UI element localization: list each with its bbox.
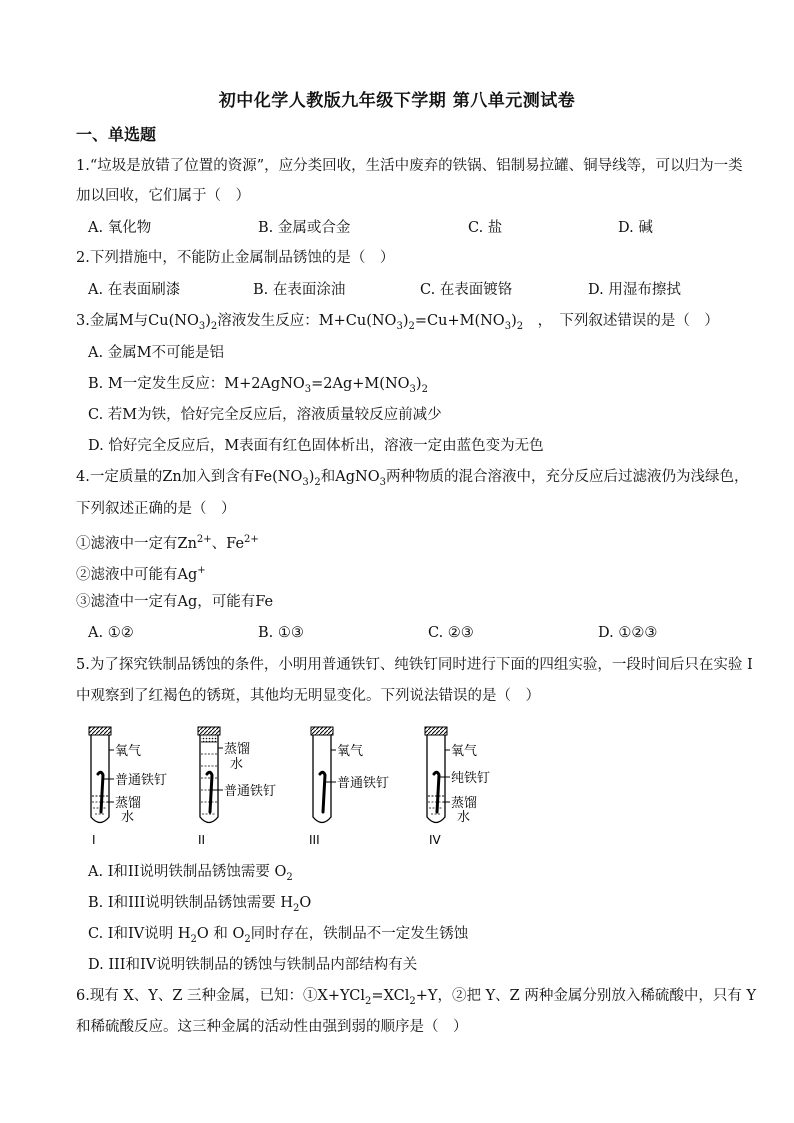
q5-option-b[interactable]: B. I和III说明铁制品锈蚀需要 $H_2O$	[88, 895, 312, 914]
tube-iii-nail-label: 普通铁钉	[337, 776, 390, 791]
tube-i-distilled-label: 蒸馏	[115, 796, 142, 811]
q4-statement-3: ③滤渣中一定有Ag，可能有Fe	[76, 594, 274, 610]
q2-option-c[interactable]: C. 在表面镀铬	[420, 282, 513, 298]
tube-i-water-label: 水	[121, 810, 135, 825]
q4-stem-line1: 4.一定质量的Zn加入到含有$Fe(NO_3)_2$和AgNO$_3$两种物质的混合溶液中，充分反应后过滤液仍为浅绿色，	[76, 469, 749, 488]
q4-option-a[interactable]: A. ①②	[88, 625, 134, 641]
tube-iv	[425, 727, 490, 847]
q4-statement-2: ②滤液中可能有Ag+	[76, 565, 206, 583]
q2-option-a[interactable]: A. 在表面刷漆	[88, 282, 181, 298]
q5-test-tube-figure	[76, 722, 536, 850]
tube-iii-oxygen-label: 氧气	[337, 744, 364, 759]
q2-stem: 2.下列措施中，不能防止金属制品锈蚀的是（ ）	[76, 250, 395, 266]
q1-option-a[interactable]: A. 氧化物	[88, 220, 152, 236]
q1-option-b[interactable]: B. 金属或合金	[258, 220, 351, 236]
q4-stem-line2: 下列叙述正确的是（ ）	[76, 501, 236, 517]
q6-stem-line2: 和稀硫酸反应。这三种金属的活动性由强到弱的顺序是（ ）	[76, 1019, 468, 1035]
q5-option-d[interactable]: D. III和IV说明铁制品的锈蚀与铁制品内部结构有关	[88, 957, 418, 973]
tube-i	[89, 727, 167, 847]
q1-option-d[interactable]: D. 碱	[618, 220, 653, 236]
q4-statement-1: ①滤液中一定有$Zn^{2+}$、$Fe^{2+}$	[76, 534, 259, 552]
q2-option-b[interactable]: B. 在表面涂油	[253, 282, 346, 298]
q3-option-d[interactable]: D. 恰好完全反应后，M表面有红色固体析出，溶液一定由蓝色变为无色	[88, 438, 544, 454]
q5-stem-line1: 5.为了探究铁制品锈蚀的条件，小明用普通铁钉、纯铁钉同时进行下面的四组实验，一段时间后只在实验 I	[76, 657, 753, 673]
q3-option-b[interactable]: B. M一定发生反应：$M+2AgNO_3=2Ag+M(NO_3)_2$	[88, 376, 428, 395]
q3-stem: 3.金属M与$Cu(NO_3)_2$溶液发生反应：$M+Cu(NO_3)_2=Cu+M(NO_3)_2$ ， 下列叙述错误的是（ ）	[76, 313, 719, 332]
q3-option-c[interactable]: C. 若M为铁，恰好完全反应后，溶液质量较反应前减少	[88, 407, 442, 423]
q5-option-a[interactable]: A. I和II说明铁制品锈蚀需要 $O_2$	[88, 864, 293, 883]
tube-iv-nail-label: 纯铁钉	[451, 771, 491, 786]
q1-option-c[interactable]: C. 盐	[468, 220, 503, 236]
tube-iii-label: III	[309, 833, 320, 847]
tube-iv-label: IV	[429, 833, 441, 847]
q1-stem-line1: 1.“垃圾是放错了位置的资源”，应分类回收，生活中废弃的铁锅、铝制易拉罐、铜导线等，可以归为一类	[76, 158, 743, 174]
tube-iv-oxygen-label: 氧气	[451, 744, 478, 759]
q6-stem-line1: 6.现有 X、Y、Z 三种金属，已知：①X+YCl$_2$=XCl$_2$+Y，②把 Y、Z 两种金属分别放入稀硫酸中，只有 Y	[76, 988, 757, 1007]
tube-ii-nail-label: 普通铁钉	[224, 784, 277, 799]
tube-iv-distilled-label: 蒸馏	[451, 796, 478, 811]
q3-option-a[interactable]: A. 金属M不可能是铝	[88, 345, 225, 361]
tube-i-oxygen-label: 氧气	[115, 744, 142, 759]
q4-option-b[interactable]: B. ①③	[258, 625, 304, 641]
tube-ii-label: II	[198, 833, 206, 847]
tube-i-nail-label: 普通铁钉	[115, 773, 168, 788]
tube-ii	[198, 727, 276, 847]
q2-option-d[interactable]: D. 用湿布擦拭	[588, 282, 681, 298]
q4-option-c[interactable]: C. ②③	[428, 625, 474, 641]
q5-stem-line2: 中观察到了红褐色的锈斑，其他均无明显变化。下列说法错误的是（ ）	[76, 688, 540, 704]
tube-iv-water-label: 水	[457, 810, 471, 825]
exam-title: 初中化学人教版九年级下学期 第八单元测试卷	[218, 91, 576, 111]
q1-stem-line2: 加以回收，它们属于（ ）	[76, 188, 250, 204]
tube-ii-distilled-label: 蒸馏	[224, 742, 251, 757]
tube-ii-water-label: 水	[230, 757, 244, 772]
q4-option-d[interactable]: D. ①②③	[598, 625, 658, 641]
tube-iii	[309, 727, 389, 847]
tube-i-label: I	[92, 833, 96, 847]
q5-option-c[interactable]: C. I和IV说明 $H_2O$ 和 $O_2$同时存在，铁制品不一定发生锈蚀	[88, 926, 469, 945]
section-heading: 一、单选题	[76, 125, 157, 144]
